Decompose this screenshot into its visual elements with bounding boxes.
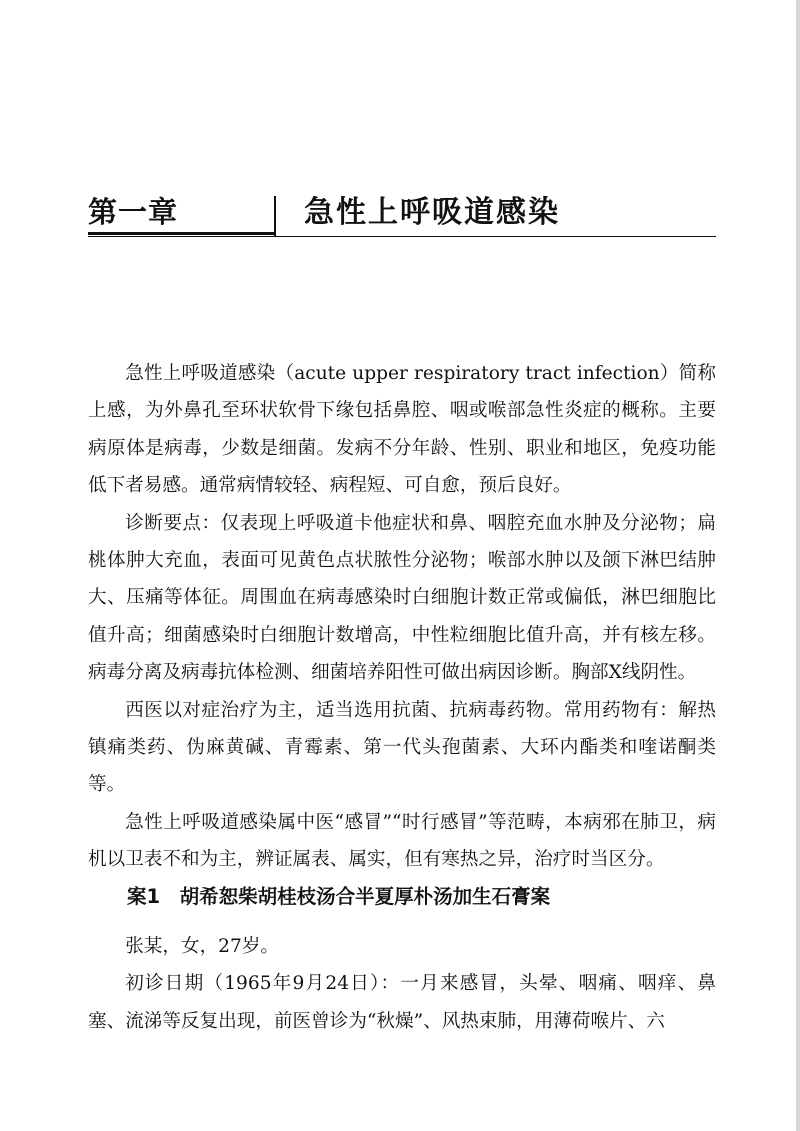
- case-patient: 张某，女，27岁。: [125, 936, 280, 957]
- paragraph-tcm: 急性上呼吸道感染属中医“感冒”“时行感冒”等范畴，本病邪在肺卫，病机以卫表不和为主，辨证属表、属实，但有寒热之异，治疗时当区分。: [88, 811, 716, 871]
- chapter-header: [88, 192, 716, 242]
- chapter-body: [88, 355, 716, 879]
- chapter-rule-thick: [88, 232, 274, 235]
- chapter-divider: [274, 196, 276, 236]
- case-body: [88, 928, 716, 1040]
- chapter-label: 第一章: [88, 195, 179, 229]
- paragraph-intro: 急性上呼吸道感染（acute upper respiratory tract infection）简称上感，为外鼻孔至环状软骨下缘包括鼻腔、咽或喉部急性炎症的概称。主要病原体是病毒，少数是细菌。发病不分年龄、性别、职业和地区，免疫功能低下者易感。通常病情较轻、病程短、可自愈，预后良好。: [88, 363, 716, 497]
- paragraph-diagnosis: 诊断要点：仅表现上呼吸道卡他症状和鼻、咽腔充血水肿及分泌物；扁桃体肿大充血，表面可见黄色点状脓性分泌物；喉部水肿以及颌下淋巴结肿大、压痛等体征。周围血在病毒感染时白细胞计数正常或偏低，淋巴细胞比值升高；细菌感染时白细胞计数增高，中性粒细胞比值升高，并有核左移。病毒分离及病毒抗体检测、细菌培养阳性可做出病因诊断。胸部X线阴性。: [88, 512, 716, 684]
- chapter-title: 急性上呼吸道感染: [304, 195, 560, 230]
- chapter-rule-thin: [88, 236, 716, 237]
- case-heading: 案1 胡希恕柴胡桂枝汤合半夏厚朴汤加生石膏案: [127, 885, 551, 908]
- page-edge: [796, 0, 800, 1131]
- paragraph-treatment: 西医以对症治疗为主，适当选用抗菌、抗病毒药物。常用药物有：解热镇痛类药、伪麻黄碱、青霉素、第一代头孢菌素、大环内酯类和喹诺酮类等。: [88, 699, 716, 796]
- case-first-visit: 初诊日期（1965年9月24日）：一月来感冒，头晕、咽痛、咽痒、鼻塞、流涕等反复出现，前医曾诊为“秋燥”、风热束肺，用薄荷喉片、六: [88, 973, 716, 1032]
